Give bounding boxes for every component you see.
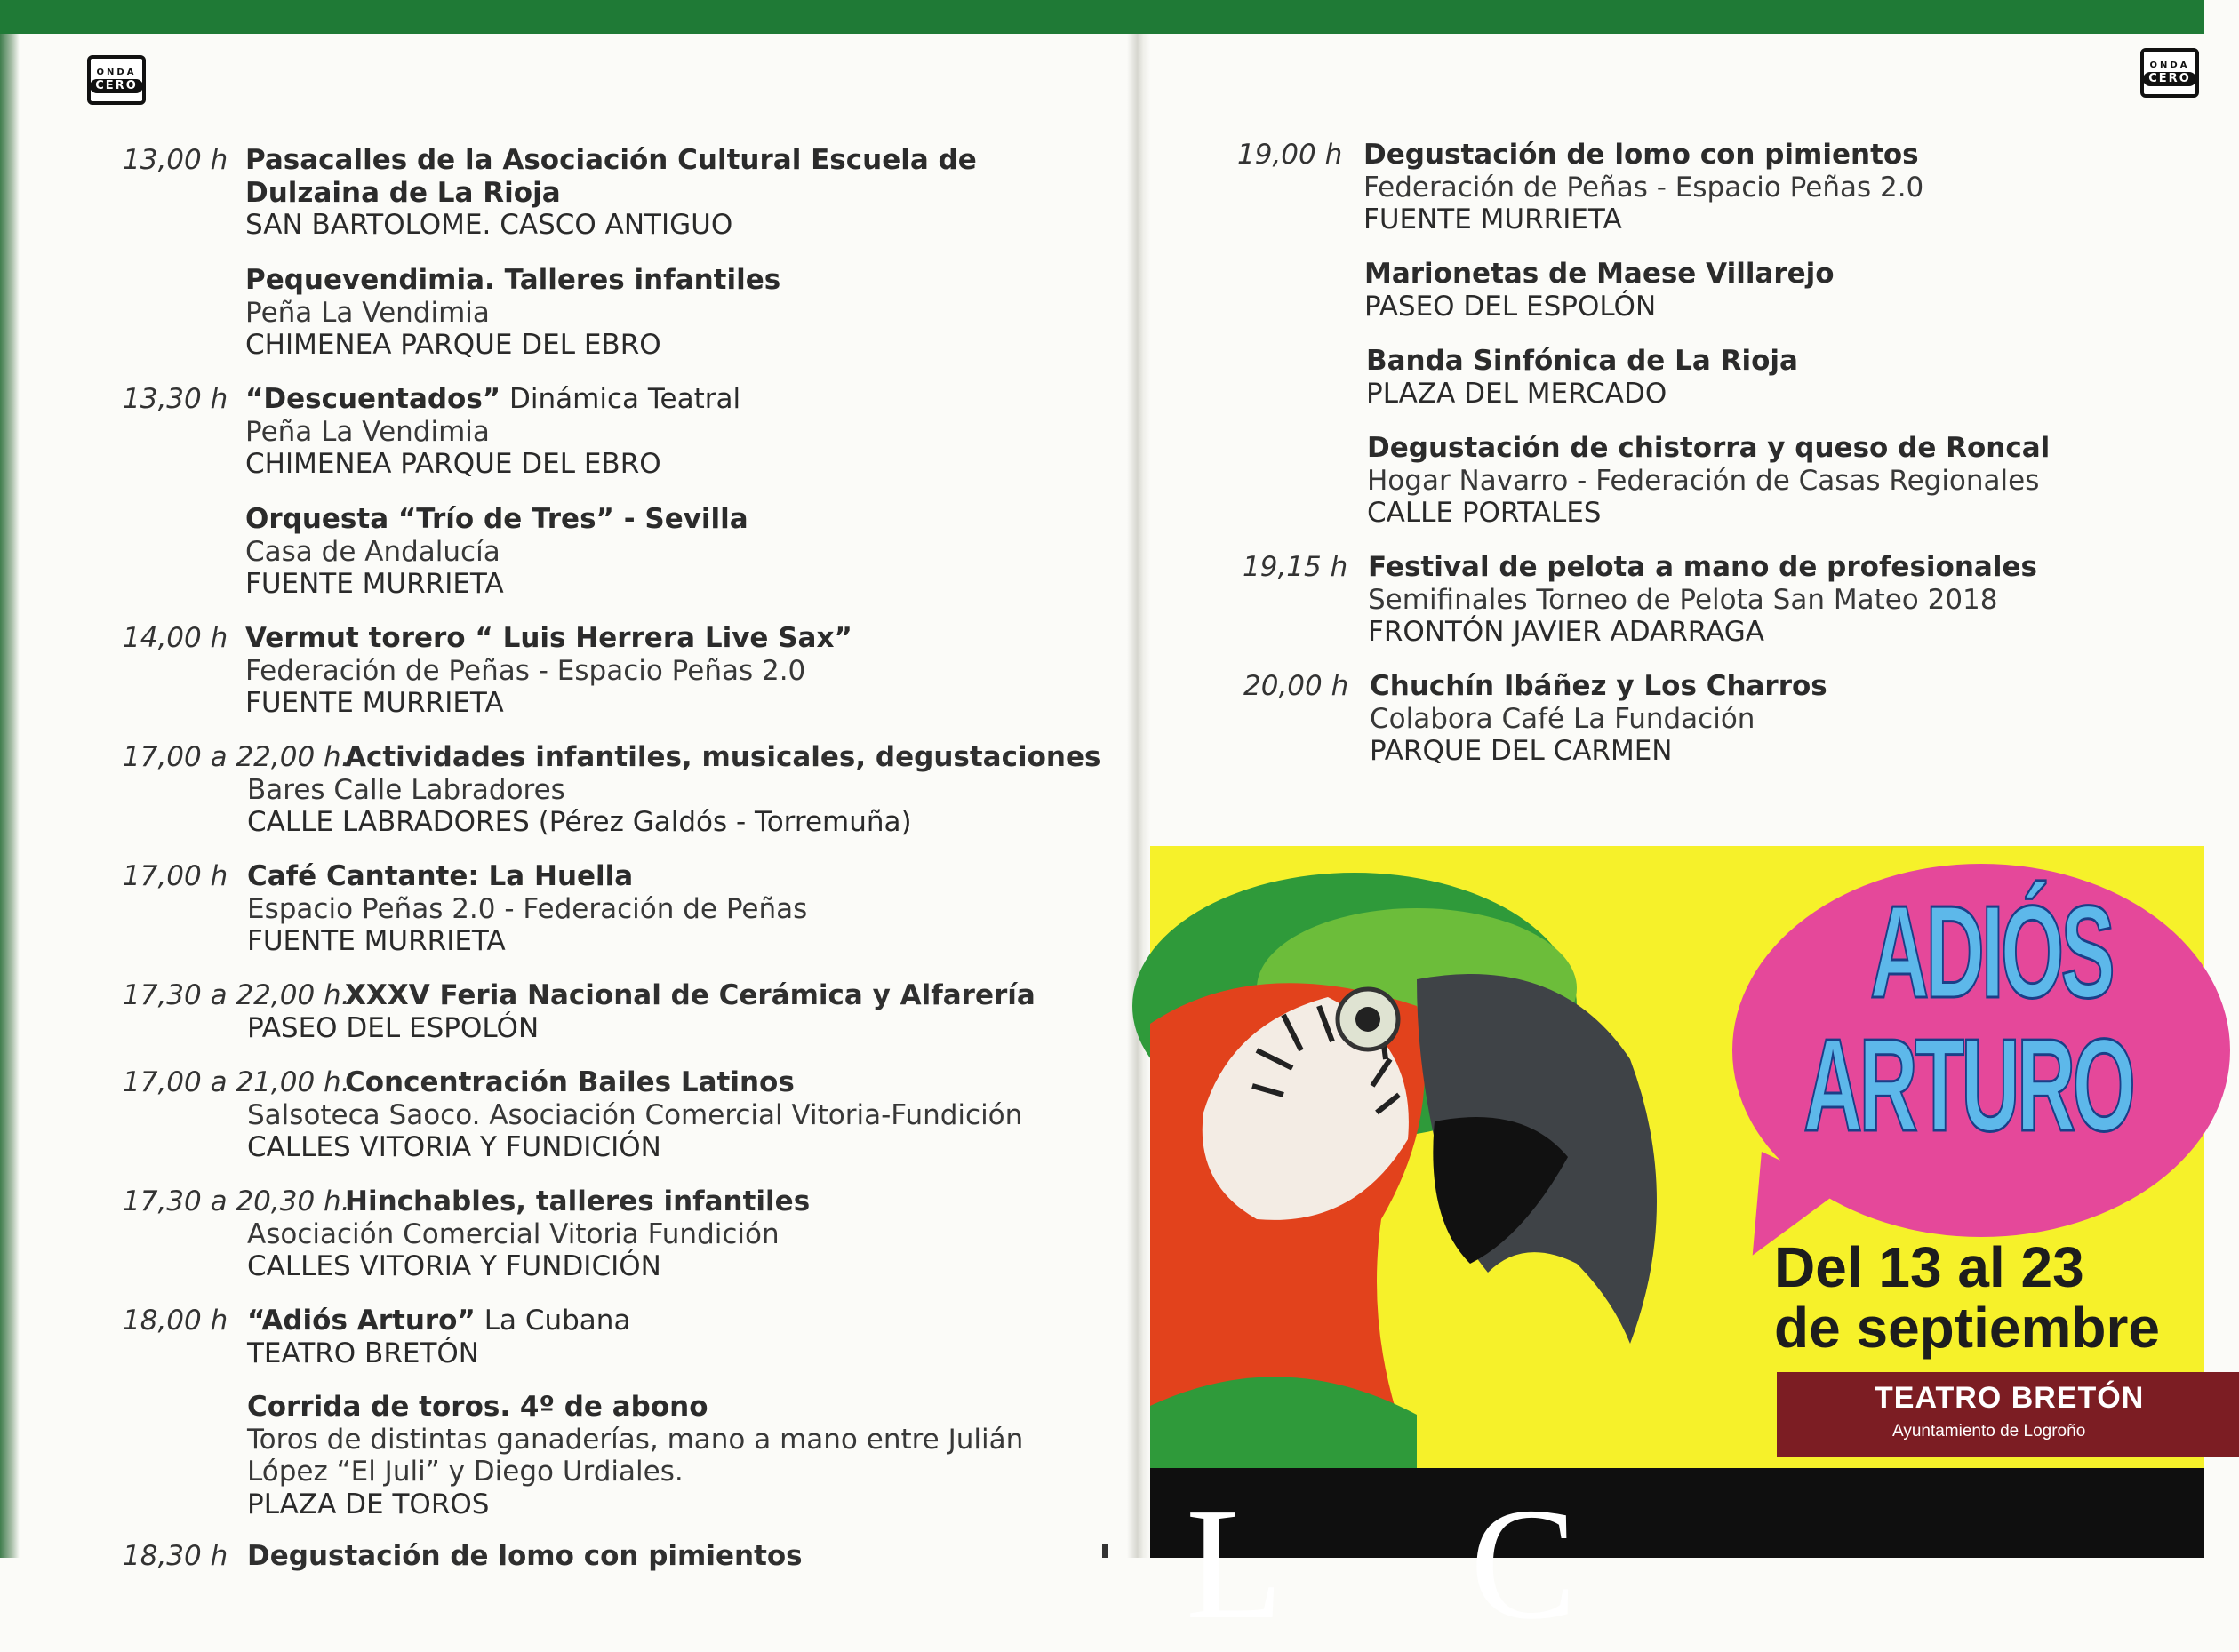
entry-title: XXXV Feria Nacional de Cerámica y Alfarería [345, 979, 1036, 1011]
left-page-edge [0, 34, 20, 1558]
entry-title: Marionetas de Maese Villarejo [1364, 258, 1835, 290]
entry-title: Concentración Bailes Latinos [345, 1066, 795, 1098]
entry-location: TEATRO BRETÓN [247, 1337, 479, 1369]
entry-title: Corrida de toros. 4º de abono [247, 1391, 708, 1423]
entry-location: SAN BARTOLOME. CASCO ANTIGUO [245, 209, 733, 241]
entry-location: PASEO DEL ESPOLÓN [1364, 290, 1657, 323]
entry-title-rest: La Cubana [475, 1305, 631, 1337]
venue-band [1777, 1372, 2239, 1457]
book-spine [1127, 34, 1150, 1558]
entry-organizer: Federación de Peñas - Espacio Peñas 2.0 [245, 654, 806, 687]
entry-title: Banda Sinfónica de La Rioja [1366, 345, 1798, 377]
entry-organizer: Colabora Café La Fundación [1370, 702, 1755, 735]
onda-cero-logo-right [2140, 48, 2199, 98]
entry-location: FUENTE MURRIETA [245, 568, 504, 600]
entry-organizer: Asociación Comercial Vitoria Fundición [247, 1217, 780, 1250]
entry-title: Degustación de lomo con pimientos [1363, 139, 1919, 171]
entry-time: 17,30 a 22,00 h. [123, 979, 350, 1011]
entry-title: Café Cantante: La Huella [247, 860, 634, 892]
entry-title: Hinchables, talleres infantiles [345, 1185, 811, 1217]
bottom-black-band [1150, 1468, 2204, 1558]
entry-time: 13,30 h [123, 383, 228, 415]
ad-title-line1: ADIÓS [1870, 879, 2113, 1026]
entry-time: 17,30 a 20,30 h. [123, 1185, 350, 1217]
entry-location: CALLE PORTALES [1367, 497, 1602, 529]
venue-name: TEATRO BRETÓN [1875, 1381, 2145, 1415]
entry-location: CALLES VITORIA Y FUNDICIÓN [247, 1250, 661, 1282]
logo-line2: CERO [2143, 72, 2195, 86]
entry-title: Orquesta “Trío de Tres” - Sevilla [245, 503, 748, 535]
band-letter: L [1186, 1475, 1283, 1652]
ad-title-line2: ARTURO [1803, 1012, 2133, 1159]
sponsor-name: Ayuntamiento de Logroño [1892, 1422, 2086, 1441]
entry-time: 17,00 a 22,00 h. [123, 741, 350, 773]
entry-time: 19,15 h [1243, 551, 1348, 583]
entry-time: 14,00 h [123, 622, 228, 654]
entry-location: PLAZA DEL MERCADO [1366, 377, 1667, 410]
entry-location: CALLE LABRADORES (Pérez Galdós - Torremuña) [247, 806, 912, 838]
adios-arturo-ad [1150, 846, 2204, 1652]
entry-organizer: Hogar Navarro - Federación de Casas Regionales [1367, 464, 2040, 497]
entry-time: 18,00 h [123, 1305, 228, 1337]
entry-time: 18,30 h [123, 1540, 228, 1572]
entry-title-rest: Dinámica Teatral [500, 383, 741, 415]
entry-detail: López “El Juli” y Diego Urdiales. [247, 1456, 684, 1488]
entry-time: 17,00 a 21,00 h. [123, 1066, 350, 1098]
entry-organizer: Bares Calle Labradores [247, 773, 565, 806]
entry-location: CALLES VITORIA Y FUNDICIÓN [247, 1131, 661, 1163]
entry-time: 20,00 h [1243, 670, 1349, 702]
band-letter: C [1470, 1475, 1578, 1652]
entry-time: 13,00 h [123, 144, 228, 176]
entry-time: 19,00 h [1237, 139, 1343, 171]
macaw-illustration [1150, 846, 1737, 1468]
entry-title: Chuchín Ibáñez y Los Charros [1370, 670, 1827, 702]
entry-title: Actividades infantiles, musicales, degustaciones [345, 741, 1101, 773]
entry-time: 17,00 h [123, 860, 228, 892]
onda-cero-logo-left [87, 55, 146, 105]
top-green-bar [0, 0, 2204, 34]
entry-title-cont: Dulzaina de La Rioja [245, 176, 561, 209]
entry-organizer: Espacio Peñas 2.0 - Federación de Peñas [247, 892, 808, 925]
entry-location: FRONTÓN JAVIER ADARRAGA [1368, 616, 1764, 648]
entry-location: CHIMENEA PARQUE DEL EBRO [245, 329, 661, 361]
entry-organizer: Federación de Peñas - Espacio Peñas 2.0 [1363, 171, 1924, 204]
entry-organizer: Semifinales Torneo de Pelota San Mateo 2018 [1368, 583, 1998, 616]
entry-organizer: Salsoteca Saoco. Asociación Comercial Vitoria-Fundición [247, 1098, 1023, 1131]
entry-title: Vermut torero “ Luis Herrera Live Sax” [245, 622, 852, 654]
entry-title: Pasacalles de la Asociación Cultural Escuela de [245, 144, 977, 176]
page-fold-mark [1102, 1544, 1108, 1558]
entry-location: PLAZA DE TOROS [247, 1488, 490, 1520]
entry-title: Degustación de chistorra y queso de Roncal [1367, 432, 2051, 464]
entry-detail: Toros de distintas ganaderías, mano a mano entre Julián [247, 1423, 1024, 1456]
entry-organizer: Peña La Vendimia [245, 415, 490, 448]
ad-dates-line2: de septiembre [1774, 1296, 2160, 1360]
logo-line1: ONDA [2149, 60, 2190, 70]
entry-title: “Adiós Arturo” [247, 1305, 476, 1337]
entry-title: “Descuentados” [245, 383, 501, 415]
entry-title: Pequevendimia. Talleres infantiles [245, 264, 781, 296]
ad-dates-line1: Del 13 al 23 [1774, 1235, 2084, 1299]
entry-location: FUENTE MURRIETA [245, 687, 504, 719]
entry-location: PASEO DEL ESPOLÓN [247, 1011, 540, 1044]
logo-line1: ONDA [96, 68, 137, 77]
entry-location: FUENTE MURRIETA [1363, 204, 1622, 235]
logo-line2: CERO [90, 79, 142, 93]
entry-organizer: Casa de Andalucía [245, 535, 500, 568]
entry-title: Festival de pelota a mano de profesionales [1368, 551, 2037, 583]
entry-location: CHIMENEA PARQUE DEL EBRO [245, 448, 661, 480]
entry-organizer: Peña La Vendimia [245, 296, 490, 329]
entry-title: Degustación de lomo con pimientos [247, 1540, 803, 1572]
entry-location: PARQUE DEL CARMEN [1370, 735, 1673, 767]
entry-location: FUENTE MURRIETA [247, 925, 506, 957]
